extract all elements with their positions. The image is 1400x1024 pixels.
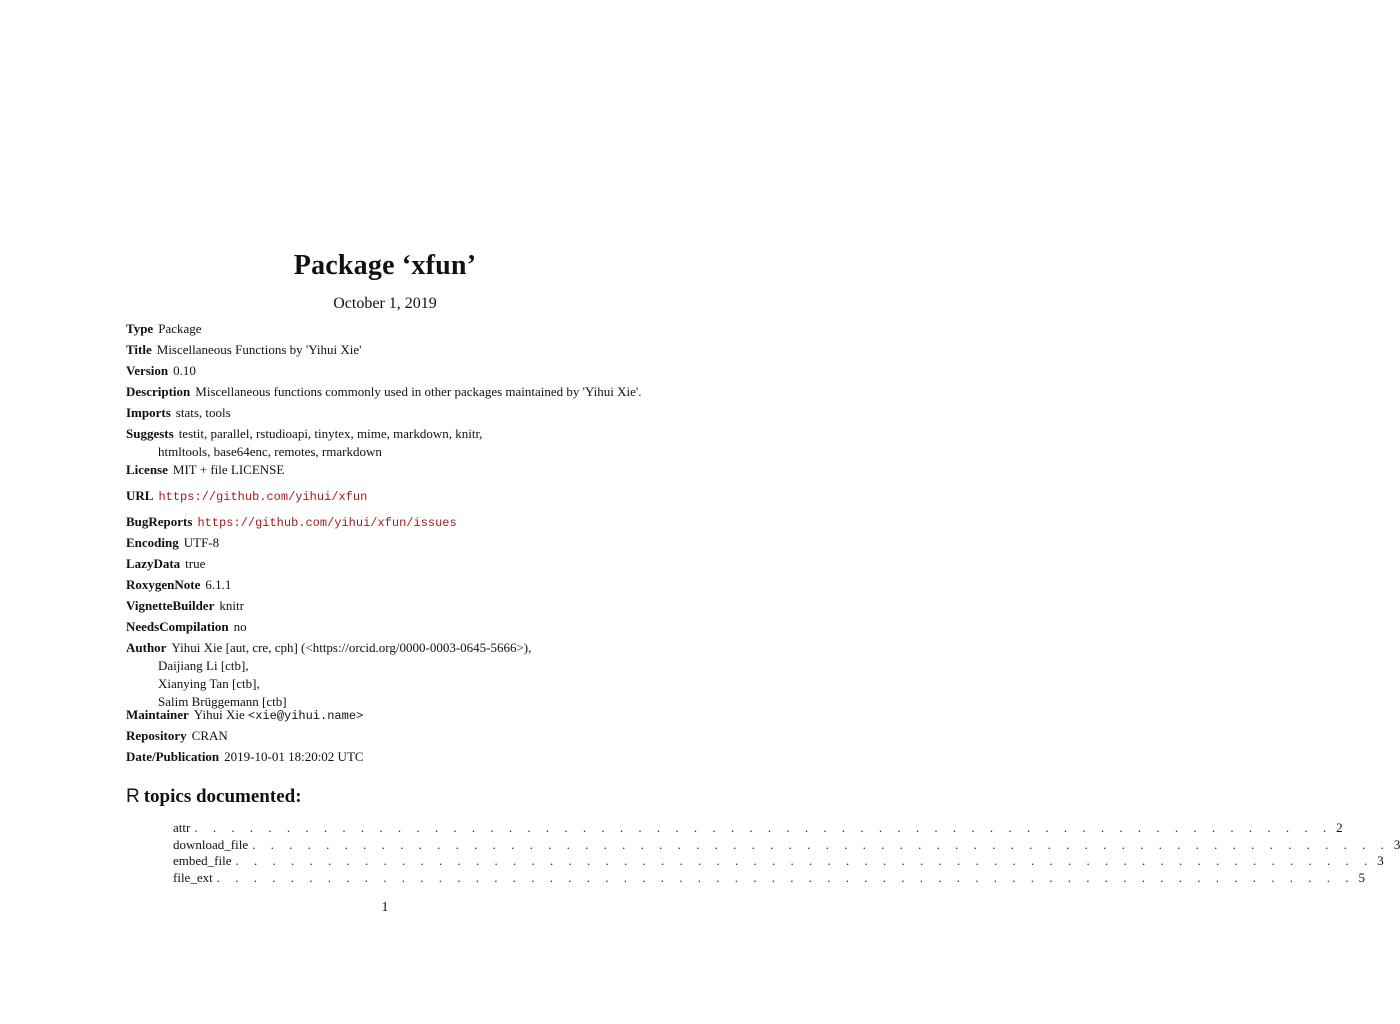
- field-value: testit, parallel, rstudioapi, tinytex, mime, markdown, knitr,: [178, 426, 483, 441]
- field-key: LazyData: [126, 556, 181, 571]
- field-value: 0.10: [173, 363, 196, 378]
- field-bugreports: [126, 513, 646, 532]
- field-key: VignetteBuilder: [126, 598, 215, 613]
- package-date: October 1, 2019: [333, 295, 437, 312]
- bugreports-link[interactable]: https://github.com/yihui/xfun/issues: [197, 516, 457, 530]
- toc-page: 3: [1377, 853, 1384, 868]
- toc-leader-dots: . . . . . . . . . . . . . . . . . . . . . . . . . . . . . . . . . . . . . . . . . . . . . . . . . . . . . . . . . . . . . .: [216, 869, 1355, 885]
- toc-leader-dots: . . . . . . . . . . . . . . . . . . . . . . . . . . . . . . . . . . . . . . . . . . . . . . . . . . . . . . . . . . . . . .: [235, 853, 1374, 868]
- r-logo-glyph: R: [126, 786, 140, 807]
- field-roxygennote: [126, 576, 646, 594]
- toc-page: 2: [1336, 820, 1343, 835]
- field-key: Maintainer: [126, 707, 189, 722]
- field-value-continuation: htmltools, base64enc, remotes, rmarkdown: [158, 444, 382, 459]
- field-type: [126, 320, 646, 338]
- field-key: Repository: [126, 728, 187, 743]
- field-value: Package: [158, 321, 202, 336]
- field-value: Miscellaneous Functions by 'Yihui Xie': [156, 342, 362, 357]
- toc-page: 5: [1358, 869, 1365, 885]
- toc-topic: download_file: [173, 836, 249, 852]
- maintainer-email: <xie@yihui.name>: [248, 709, 364, 723]
- field-key: Title: [126, 342, 152, 357]
- field-value: 2019-10-01 18:20:02 UTC: [224, 749, 364, 764]
- field-key: License: [126, 462, 168, 477]
- field-key: Type: [126, 321, 154, 336]
- field-value: true: [185, 556, 206, 571]
- toc-leader-dots: . . . . . . . . . . . . . . . . . . . . . . . . . . . . . . . . . . . . . . . . . . . . . . . . . . . . . . . . . . . . . .: [194, 820, 1333, 835]
- field-value: knitr: [219, 598, 244, 613]
- field-key: Description: [126, 384, 191, 399]
- field-title: [126, 341, 646, 359]
- field-value-continuation: Xianying Tan [ctb],: [158, 676, 260, 691]
- toc-entry[interactable]: [173, 869, 1365, 887]
- field-repository: [126, 727, 646, 745]
- field-value: CRAN: [191, 728, 228, 743]
- field-key: Encoding: [126, 535, 179, 550]
- field-needscompilation: [126, 618, 646, 636]
- field-value: no: [233, 619, 247, 634]
- field-value: UTF-8: [183, 535, 220, 550]
- field-value: MIT + file LICENSE: [172, 462, 285, 477]
- field-value: Miscellaneous functions commonly used in other packages maintained by 'Yihui Xie'.: [195, 384, 642, 399]
- field-key: URL: [126, 488, 154, 503]
- page-number: 1: [381, 900, 389, 915]
- toc-topic: attr: [173, 820, 191, 835]
- field-lazydata: [126, 555, 646, 573]
- maintainer-name: Yihui Xie: [193, 707, 245, 722]
- field-value: Yihui Xie [aut, cre, cph] (<https://orcid.org/0000-0003-0645-5666>),: [171, 640, 532, 655]
- toc-page: 3: [1393, 836, 1400, 852]
- field-key: Version: [126, 363, 169, 378]
- package-title: Package ‘xfun’: [293, 250, 477, 281]
- toc-topic: file_ext: [173, 869, 213, 885]
- field-value: 6.1.1: [205, 577, 232, 592]
- toc-entry[interactable]: [173, 820, 1343, 837]
- url-link[interactable]: https://github.com/yihui/xfun: [158, 490, 368, 504]
- field-key: Suggests: [126, 426, 174, 441]
- field-version: [126, 362, 646, 380]
- field-maintainer: [126, 706, 646, 725]
- field-author: [126, 639, 646, 711]
- field-key: Imports: [126, 405, 171, 420]
- field-key: Author: [126, 640, 167, 655]
- toc-entry[interactable]: [173, 836, 1400, 854]
- toc-list: [173, 820, 1400, 886]
- field-vignettebuilder: [126, 597, 646, 615]
- field-value-continuation: Salim Brüggemann [ctb]: [158, 694, 287, 709]
- field-encoding: [126, 534, 646, 552]
- field-suggests: [126, 425, 646, 461]
- field-publication: [126, 748, 646, 766]
- toc-heading: [126, 786, 302, 808]
- field-imports: [126, 404, 646, 422]
- field-value: stats, tools: [175, 405, 231, 420]
- field-key: Date/Publication: [126, 749, 220, 764]
- field-key: RoxygenNote: [126, 577, 201, 592]
- field-value-continuation: Daijiang Li [ctb],: [158, 658, 249, 673]
- field-description: [126, 383, 686, 401]
- toc-topic: embed_file: [173, 853, 232, 868]
- toc-entry[interactable]: [173, 853, 1384, 870]
- field-license: [126, 461, 646, 479]
- field-key: NeedsCompilation: [126, 619, 229, 634]
- toc-leader-dots: . . . . . . . . . . . . . . . . . . . . . . . . . . . . . . . . . . . . . . . . . . . . . . . . . . . . . . . . . . . . . .: [252, 836, 1390, 852]
- toc-heading-text: topics documented:: [143, 786, 302, 807]
- field-url: [126, 487, 646, 506]
- field-key: BugReports: [126, 514, 193, 529]
